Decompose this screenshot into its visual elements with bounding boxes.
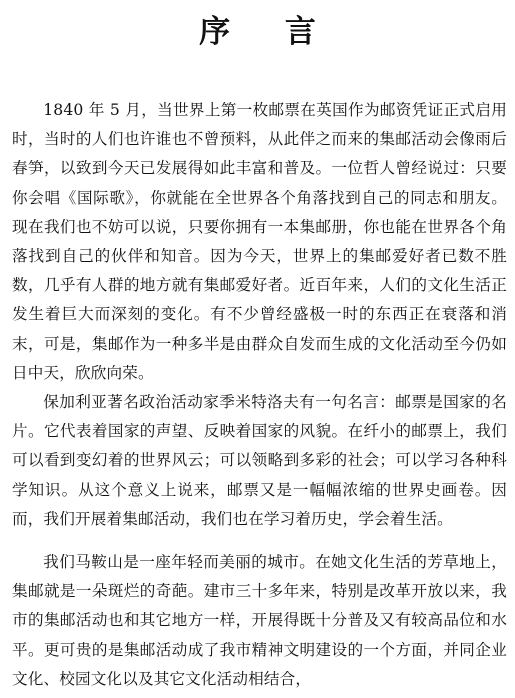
paragraph-2: 保加利亚著名政治活动家季米特洛夫有一句名言：邮票是国家的名片。它代表着国家的声望、反映着国家的风貌。在纤小的邮票上，我们可以看到变幻着的世界风云；可以领略到多彩的社会；可以学习各种科学知识。从这个意义上说来，邮票又是一幅幅浓缩的世界史画卷。因而，我们开展着集邮活动，我们也在学习着历史，学会着生活。	[12, 393, 507, 528]
body-text	[12, 96, 507, 694]
paragraph-1: 1840 年 5 月，当世界上第一枚邮票在英国作为邮资凭证正式启用时，当时的人们也许谁也不曾预料，从此伴之而来的集邮活动会像雨后春笋，以致到今天已发展得如此丰富和普及。一位哲人曾经说过：只要你会唱《国际歌》，你就能在全世界各个角落找到自己的同志和朋友。现在我们也不妨可以说，只要你拥有一本集邮册，你也能在世界各个角落找到自己的伙伴和知音。因为今天，世界上的集邮爱好者已数不胜数，几乎有人群的地方就有集邮爱好者。近百年来，人们的文化生活正发生着巨大而深刻的变化。有不少曾经盛极一时的东西正在衰落和消末，可是，集邮作为一种多半是由群众自发而生成的文化活动至今仍如日中天，欣欣向荣。	[12, 101, 507, 382]
page-title: 序 言	[199, 14, 338, 50]
paragraph-3: 我们马鞍山是一座年轻而美丽的城市。在她文化生活的芳草地上，集邮就是一朵斑烂的奇葩。建市三十多年来，特别是改革开放以来，我市的集邮活动也和其它地方一样，开展得既十分普及又有较高品位和水平。更可贵的是集邮活动成了我市精神文明建设的一个方面，并同企业文化、校园文化以及其它文化活动相结合，	[12, 553, 507, 688]
